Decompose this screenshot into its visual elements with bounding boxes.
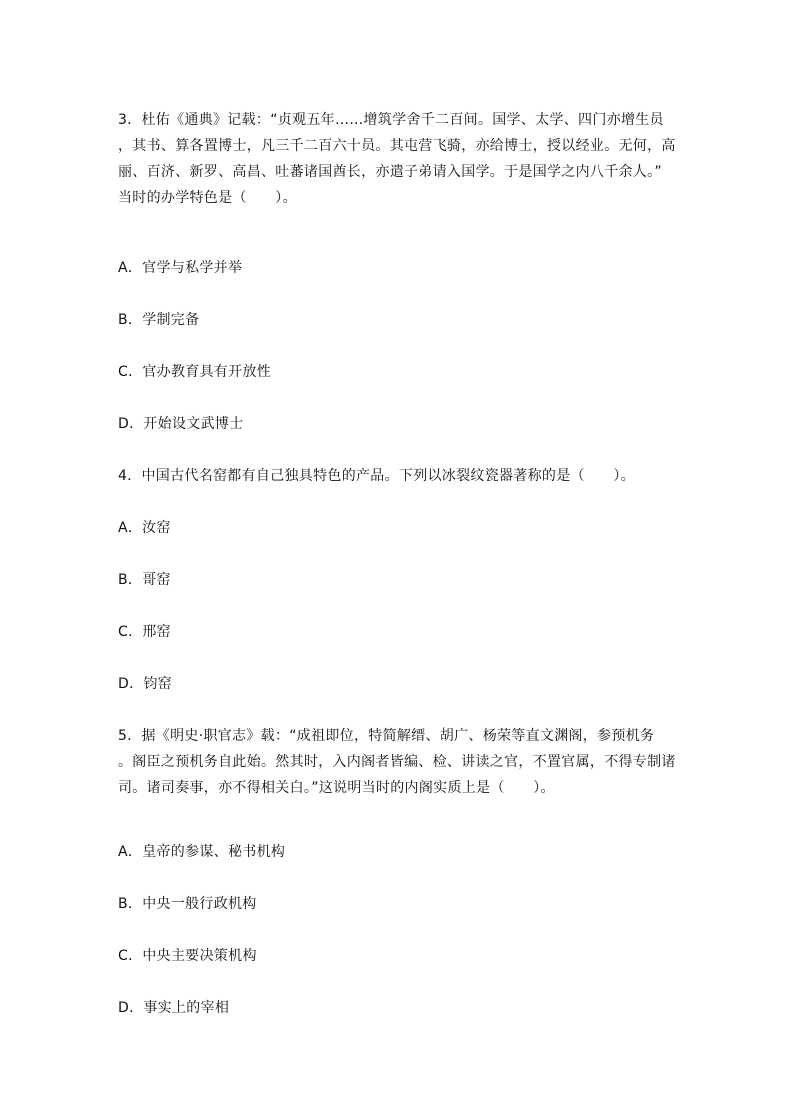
question-stem-line: ，其书、算各置博士，凡三千二百六十员。其屯营飞骑，亦给博士，授以经业。无何，高 [118, 138, 676, 154]
question-stem-line: 4．中国古代名窑都有自己独具特色的产品。下列以冰裂纹瓷器著称的是（ ）。 [118, 468, 636, 484]
option-c: C．中央主要决策机构 [118, 948, 257, 964]
question-stem-line: 3．杜佑《通典》记载：“贞观五年……增筑学舍千二百间。国学、太学、四门亦增生员 [118, 112, 664, 128]
question-stem-line: 当时的办学特色是（ ）。 [118, 190, 297, 206]
option-b: B．学制完备 [118, 312, 200, 328]
question-stem-line: 5．据《明史·职官志》载：“成祖即位，特简解缙、胡广、杨荣等直文渊阁，参预机务 [118, 728, 655, 744]
option-c: C．邢窑 [118, 624, 171, 640]
option-d: D．钧窑 [118, 676, 172, 692]
option-a: A．汝窑 [118, 520, 171, 536]
question-stem-line: 。阁臣之预机务自此始。然其时，入内阁者皆编、检、讲读之官，不置官属，不得专制诸 [118, 754, 676, 770]
option-a: A．官学与私学并举 [118, 260, 243, 276]
option-d: D．事实上的宰相 [118, 1000, 230, 1016]
option-d: D．开始设文武博士 [118, 416, 244, 432]
option-c: C．官办教育具有开放性 [118, 364, 272, 380]
question-stem-line: 丽、百济、新罗、高昌、吐蕃诸国酋长，亦遣子弟请入国学。于是国学之内八千余人。” [118, 164, 662, 180]
question-stem-line: 司。诸司奏事，亦不得相关白。”这说明当时的内阁实质上是（ ）。 [118, 780, 555, 796]
option-b: B．哥窑 [118, 572, 171, 588]
option-b: B．中央一般行政机构 [118, 896, 257, 912]
option-a: A．皇帝的参谋、秘书机构 [118, 844, 286, 860]
